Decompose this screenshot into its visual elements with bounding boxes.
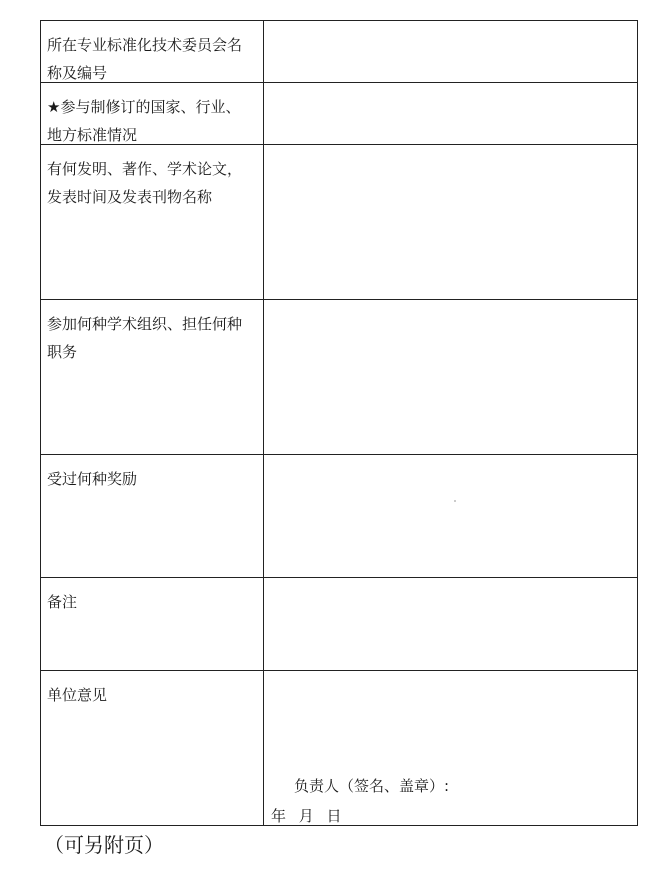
row-label: [41, 578, 264, 670]
form-row-standards: [41, 83, 637, 145]
label-line: 职务: [47, 343, 78, 361]
row-label: [41, 455, 264, 577]
label-line: 备注: [47, 593, 78, 611]
form-row-remarks: [41, 578, 637, 671]
label-line: 地方标准情况: [47, 126, 138, 144]
scan-speck: [454, 500, 456, 502]
organizations-value-cell[interactable]: [264, 300, 637, 454]
label-line: 受过何种奖励: [47, 470, 138, 488]
row-label: [41, 83, 264, 144]
row-label: [41, 300, 264, 454]
form-row-publications: [41, 145, 637, 300]
row-label: [41, 671, 264, 825]
signature-label: 负责人（签名、盖章）:: [294, 777, 450, 795]
remarks-value-cell[interactable]: [264, 578, 637, 670]
awards-value-cell[interactable]: [264, 455, 637, 577]
form-row-unit-opinion: [41, 671, 637, 825]
committee-value-cell[interactable]: [264, 21, 637, 82]
label-line: 发表时间及发表刊物名称: [47, 188, 213, 206]
label-line: ★参与制修订的国家、行业、: [47, 98, 241, 116]
label-line: 单位意见: [47, 686, 108, 704]
row-label: [41, 21, 264, 82]
unit-opinion-value-cell[interactable]: [264, 671, 637, 825]
label-line: 参加何种学术组织、担任何种: [47, 315, 243, 333]
form-row-organizations: [41, 300, 637, 455]
publications-value-cell[interactable]: [264, 145, 637, 299]
label-line: 所在专业标准化技术委员会名: [47, 36, 243, 54]
label-line: 称及编号: [47, 64, 108, 82]
date-label: 年 月 日: [271, 807, 342, 825]
label-line: 有何发明、著作、学术论文，: [47, 160, 243, 178]
form-row-awards: [41, 455, 637, 578]
form-row-committee: [41, 21, 637, 83]
application-form-table: [40, 20, 638, 826]
standards-value-cell[interactable]: [264, 83, 637, 144]
attachment-note: （可另附页）: [44, 833, 164, 857]
row-label: [41, 145, 264, 299]
